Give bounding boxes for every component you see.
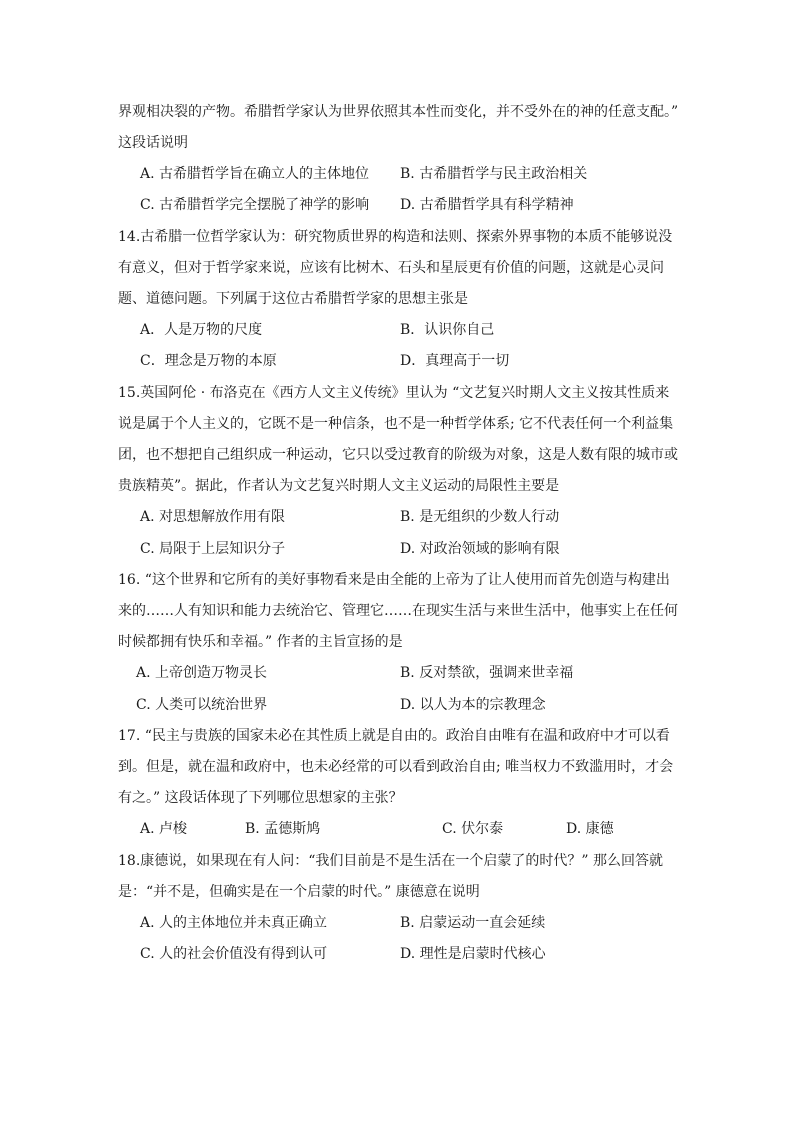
q17-option-a: A. 卢梭 xyxy=(140,821,188,837)
q15-option-c: C. 局限于上层知识分子 xyxy=(140,541,286,557)
q14-stem-line-1: 14.古希腊一位哲学家认为：研究物质世界的构造和法则、探索外界事物的本质不能够说没 xyxy=(118,229,673,245)
q16-option-c: C. 人类可以统治世界 xyxy=(136,697,268,713)
q16-stem-line-1: 16. “这个世界和它所有的美好事物看来是由全能的上帝为了让人使用而首先创造与构建出 xyxy=(118,572,670,588)
q13-stem-line-1: 界观相决裂的产物。希腊哲学家认为世界依照其本性而变化，并不受外在的神的任意支配。” xyxy=(118,104,679,120)
q13-option-a: A. 古希腊哲学旨在确立人的主体地位 xyxy=(140,166,370,182)
q15-stem-line-2: 说是属于个人主义的，它既不是一种信条，也不是一种哲学体系; 它不代表任何一个利益集 xyxy=(118,416,674,432)
q14-option-b: B．认识你自己 xyxy=(400,322,495,338)
q14-option-a: A．人是万物的尺度 xyxy=(140,322,263,338)
q18-option-a: A. 人的主体地位并未真正确立 xyxy=(140,915,328,931)
q18-option-d: D. 理性是启蒙时代核心 xyxy=(400,946,546,962)
q17-option-b: B. 孟德斯鸠 xyxy=(245,821,321,837)
q13-option-b: B. 古希腊哲学与民主政治相关 xyxy=(400,166,588,182)
q15-stem-line-3: 团，也不想把自己组织成一种运动，它只以受过教育的阶级为对象，这是人数有限的城市或 xyxy=(118,447,678,463)
q18-stem-line-1: 18.康德说，如果现在有人问：“我们目前是不是生活在一个启蒙了的时代？” 那么回答就 xyxy=(118,853,664,869)
q15-option-a: A. 对思想解放作用有限 xyxy=(140,509,286,525)
q14-stem-line-2: 有意义，但对于哲学家来说，应该有比树木、石头和星辰更有价值的问题，这就是心灵问 xyxy=(118,260,664,276)
q15-stem-line-1: 15.英国阿伦 · 布洛克在《西方人文主义传统》里认为 “文艺复兴时期人文主义按其性质来 xyxy=(118,385,670,401)
q16-stem-line-3: 时候都拥有快乐和幸福。” 作者的主旨宣扬的是 xyxy=(118,634,403,650)
q14-option-c: C．理念是万物的本原 xyxy=(140,353,277,369)
q13-option-d: D. 古希腊哲学具有科学精神 xyxy=(400,197,574,213)
q17-option-c: C. 伏尔泰 xyxy=(442,821,504,837)
q16-option-a: A. 上帝创造万物灵长 xyxy=(136,665,268,681)
q16-stem-line-2: 来的……人有知识和能力去统治它、管理它……在现实生活与来世生活中，他事实上在任何 xyxy=(118,603,678,619)
q15-option-d: D. 对政治领域的影响有限 xyxy=(400,541,560,557)
q15-stem-line-4: 贵族精英”。据此，作者认为文艺复兴时期人文主义运动的局限性主要是 xyxy=(118,478,560,494)
q15-option-b: B. 是无组织的少数人行动 xyxy=(400,509,560,525)
q14-option-d: D．真理高于一切 xyxy=(400,353,510,369)
q17-stem-line-1: 17. “民主与贵族的国家未必在其性质上就是自由的。政治自由唯有在温和政府中才可以看 xyxy=(118,728,670,744)
q17-stem-line-3: 有之。” 这段话体现了下列哪位思想家的主张？ xyxy=(118,790,403,806)
q17-stem-line-2: 到。但是，就在温和政府中，也未必经常的可以看到政治自由; 唯当权力不致滥用时，才会 xyxy=(118,759,674,775)
q13-stem-line-2: 这段话说明 xyxy=(118,135,188,151)
q13-option-c: C. 古希腊哲学完全摆脱了神学的影响 xyxy=(140,197,370,213)
q18-stem-line-2: 是：“并不是，但确实是在一个启蒙的时代。” 康德意在说明 xyxy=(118,884,480,900)
q18-option-b: B. 启蒙运动一直会延续 xyxy=(400,915,546,931)
q14-stem-line-3: 题、道德问题。下列属于这位古希腊哲学家的思想主张是 xyxy=(118,291,468,307)
q16-option-b: B. 反对禁欲，强调来世幸福 xyxy=(400,665,574,681)
q16-option-d: D. 以人为本的宗教理念 xyxy=(400,697,546,713)
q18-option-c: C. 人的社会价值没有得到认可 xyxy=(140,946,328,962)
q17-option-d: D. 康德 xyxy=(566,821,614,837)
